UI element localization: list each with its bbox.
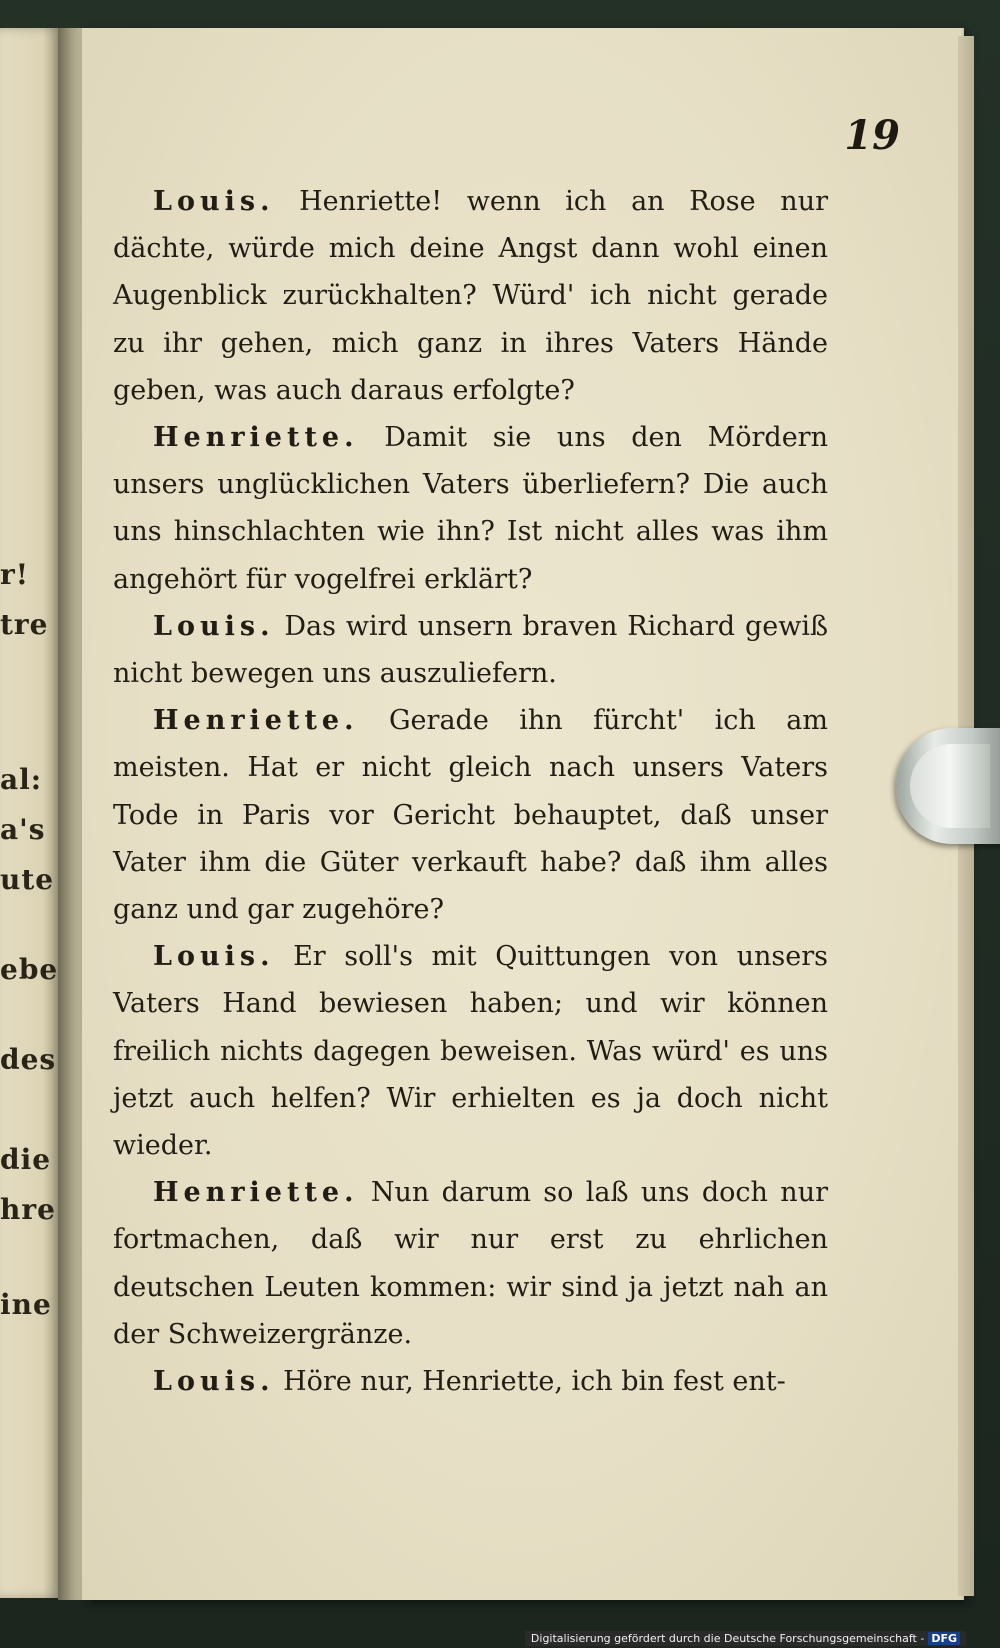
dialogue-text: Höre nur, Henriette, ich bin fest ent- — [283, 1366, 786, 1398]
left-fragment-text: ute — [0, 863, 55, 896]
left-fragment-text: die — [0, 1143, 52, 1176]
left-fragment-text: des — [0, 1043, 57, 1076]
left-fragment-text: a's — [0, 813, 46, 846]
dialogue-text: Gerade ihn fürcht' ich am meisten. Hat er nicht gleich nach unsers Vaters Tode in Paris vor Gericht behauptet, daß unser Vater ihm die Güter verkauft habe? daß ihm alles ganz und gar zugehöre? — [113, 705, 828, 926]
left-fragment-text: r! — [0, 558, 30, 591]
speaker-name: Henriette. — [153, 1177, 359, 1209]
speaker-name: Louis. — [153, 1366, 275, 1398]
dialogue-text: Nun darum so laß uns doch nur fortmachen, daß wir nur erst zu ehrlichen deutschen Leuten kommen: wir sind ja jetzt nah an der Schweizergränze. — [113, 1177, 828, 1350]
page-clip — [896, 728, 1000, 844]
digitization-credit — [525, 1631, 966, 1646]
page-text — [113, 178, 828, 1405]
dialogue-text: Das wird unsern braven Richard gewiß nicht bewegen uns auszuliefern. — [113, 610, 828, 690]
dfg-logo: DFG — [928, 1632, 960, 1645]
dialogue-paragraph — [113, 933, 828, 1169]
page-number: 19 — [844, 112, 900, 159]
speaker-name: Henriette. — [153, 422, 359, 454]
dialogue-paragraph — [113, 603, 828, 697]
left-fragment-text: tre — [0, 608, 49, 641]
dialogue-paragraph — [113, 1169, 828, 1358]
speaker-name: Louis. — [153, 941, 275, 973]
left-fragment-text: ebe — [0, 953, 59, 986]
speaker-name: Louis. — [153, 186, 275, 217]
speaker-name: Louis. — [153, 610, 275, 642]
left-fragment-text: al: — [0, 763, 43, 796]
credit-text: Digitalisierung gefördert durch die Deutsche Forschungsgemeinschaft - — [530, 1632, 925, 1645]
dialogue-text: Damit sie uns den Mördern unsers unglücklichen Vaters überliefern? Die auch uns hinschlachten wie ihn? Ist nicht alles was ihm angehört für vogelfrei erklärt? — [113, 422, 828, 595]
dialogue-text: Henriette! wenn ich an Rose nur dächte, würde mich deine Angst dann wohl einen Augenblick zurückhalten? Würd' ich nicht gerade zu ihr gehen, mich ganz in ihres Vaters Hände geben, was auch daraus erfolgte? — [113, 186, 828, 406]
page-clip-highlight — [910, 744, 990, 828]
left-page-fragment — [0, 28, 60, 1598]
dialogue-paragraph — [113, 414, 828, 603]
speaker-name: Henriette. — [153, 705, 359, 737]
dialogue-paragraph — [113, 178, 828, 414]
dialogue-paragraph — [113, 1358, 828, 1405]
dialogue-text: Er soll's mit Quittungen von unsers Vaters Hand bewiesen haben; und wir können freilich nichts dagegen beweisen. Was würd' es uns jetzt auch helfen? Wir erhielten es ja doch nicht wieder. — [113, 941, 828, 1162]
dialogue-paragraph — [113, 697, 828, 933]
left-fragment-text: hre — [0, 1193, 56, 1226]
left-fragment-text: ine — [0, 1288, 52, 1321]
